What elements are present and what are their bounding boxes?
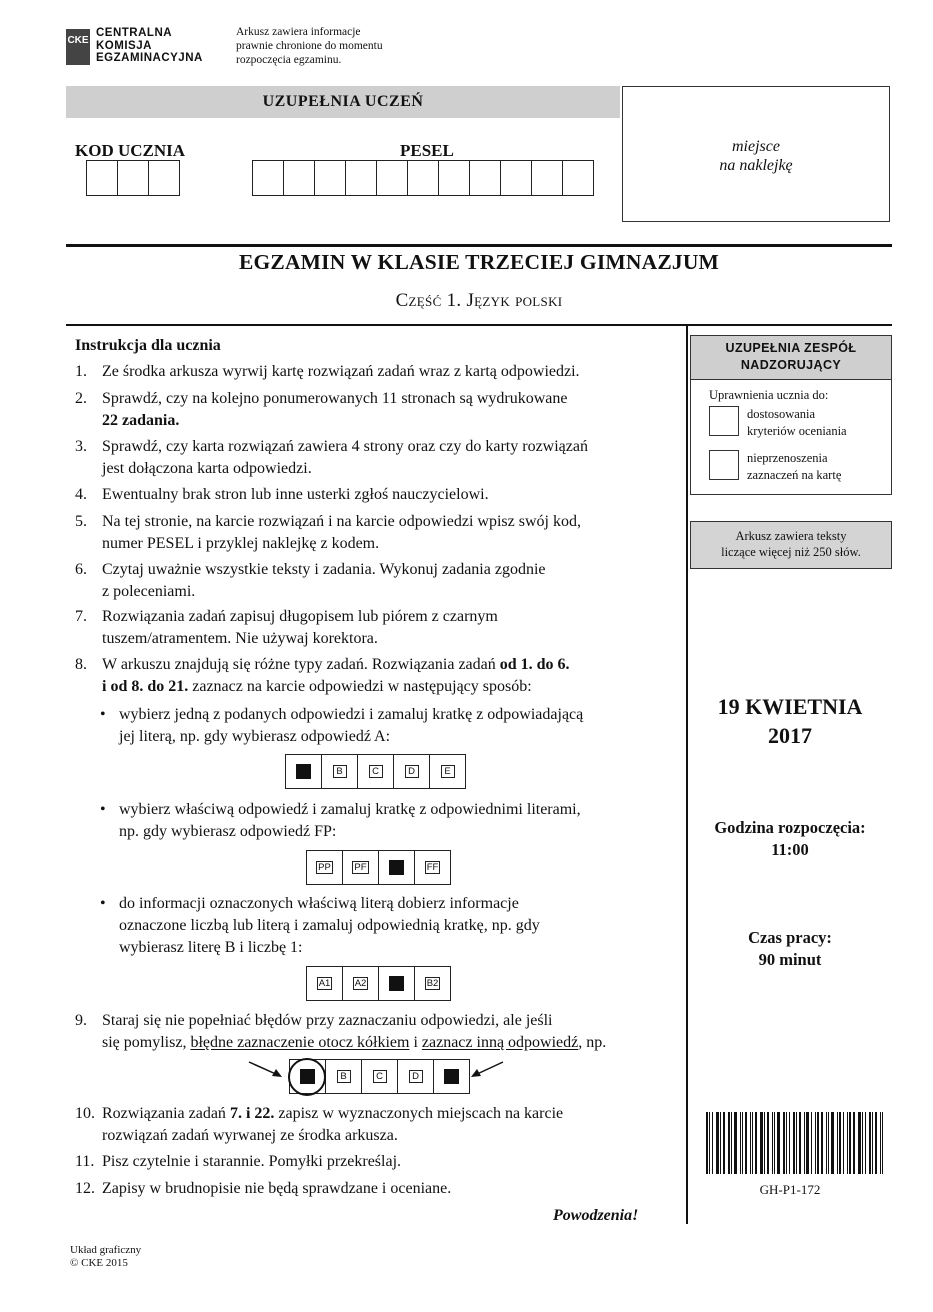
student-code-cell[interactable] (117, 160, 149, 196)
item-text-bold: i od 8. do 21. (102, 678, 189, 695)
filled-square-icon (296, 764, 311, 779)
item-text-bold: 7. i 22. (229, 1105, 275, 1122)
bullet-line: np. gdy wybierasz odpowiedź FP: (119, 823, 337, 840)
barcode-bar (786, 1112, 787, 1174)
barcode-bar (821, 1112, 823, 1174)
example-box-filled (285, 754, 322, 789)
student-code-field[interactable] (87, 160, 180, 196)
item-line: Zapisy w brudnopisie nie będą sprawdzane i oceniane. (102, 1180, 452, 1197)
start-time-label: Godzina rozpoczęcia: (714, 818, 866, 837)
item-text: i (409, 1034, 422, 1051)
item-line: Rozwiązania zadań zapisuj długopisem lub piórem z czarnym (102, 608, 498, 625)
item-number: 1. (75, 363, 87, 380)
criteria-adjustment-checkbox[interactable] (709, 406, 739, 436)
item-line: numer PESEL i przyklej naklejkę z kodem. (102, 535, 380, 552)
filled-square-icon (444, 1069, 459, 1084)
barcode-bar (817, 1112, 819, 1174)
item-line: tuszem/atramentem. Nie używaj korektora. (102, 630, 378, 647)
item-line: Ewentualny brak stron lub inne usterki zgłoś nauczycielowi. (102, 486, 489, 503)
item-text-underlined: błędne zaznaczenie otocz kółkiem (190, 1034, 410, 1051)
option-line: dostosowania (747, 407, 816, 421)
example-box (321, 754, 358, 789)
item-number: 2. (75, 390, 87, 407)
example-box (306, 966, 343, 1001)
item-line: Ze środka arkusza wyrwij kartę rozwiązań zadań wraz z kartą odpowiedzi. (102, 363, 580, 380)
example-letter: PF (354, 862, 367, 873)
barcode-bar (755, 1112, 757, 1174)
sticker-line: miejsce (732, 138, 780, 155)
barcode-bar (742, 1112, 743, 1174)
barcode-bar (882, 1112, 883, 1174)
item-number: 8. (75, 656, 87, 673)
cke-logo-name (96, 27, 203, 65)
barcode-bar (839, 1112, 841, 1174)
barcode-bar (880, 1112, 881, 1174)
supervisors-heading (691, 336, 891, 380)
example-letter: B2 (426, 978, 439, 989)
arrow-right-icon (248, 1060, 284, 1080)
item-text: Rozwiązania zadań (102, 1105, 230, 1122)
barcode-bar (826, 1112, 827, 1174)
pesel-cell[interactable] (345, 160, 377, 196)
barcode-bar (752, 1112, 753, 1174)
example-single-choice (286, 754, 466, 789)
example-box (397, 1059, 434, 1094)
pesel-cell[interactable] (283, 160, 315, 196)
cke-logo (66, 27, 218, 69)
item-line: jest dołączona karta odpowiedzi. (102, 460, 312, 477)
example-box (325, 1059, 362, 1094)
student-code-cell[interactable] (86, 160, 118, 196)
item-number: 9. (75, 1012, 87, 1029)
barcode-bar (837, 1112, 838, 1174)
item-line: Sprawdź, czy karta rozwiązań zawiera 4 strony oraz czy do karty rozwiązań (102, 438, 588, 455)
item-line: Na tej stronie, na karcie rozwiązań i na karcie odpowiedzi wpisz swój kod, (102, 513, 581, 530)
item-number: 7. (75, 608, 87, 625)
example-box (306, 850, 343, 885)
barcode-bar (750, 1112, 751, 1174)
barcode-bar (774, 1112, 775, 1174)
exam-subtitle: Część 1. Język polski (395, 290, 563, 311)
item-line: Pisz czytelnie i starannie. Pomyłki przekreślaj. (102, 1153, 402, 1170)
pesel-cell[interactable] (500, 160, 532, 196)
pesel-cell[interactable] (469, 160, 501, 196)
supervisors-box (690, 335, 892, 495)
arrow-left-icon (469, 1060, 505, 1080)
barcode-bar (734, 1112, 737, 1174)
footer-line: © CKE 2015 (70, 1257, 128, 1269)
barcode-bar (777, 1112, 780, 1174)
example-letter: A1 (318, 978, 331, 989)
example-box (393, 754, 430, 789)
barcode-bar (849, 1112, 851, 1174)
example-letter: D (409, 1070, 423, 1083)
example-letter: C (369, 765, 383, 778)
divider (66, 244, 892, 247)
footer (70, 1244, 141, 1270)
barcode-bar (720, 1112, 721, 1174)
barcode-bar (799, 1112, 801, 1174)
student-section-bar (66, 86, 620, 118)
barcode-bar (828, 1112, 829, 1174)
example-letter: D (405, 765, 419, 778)
barcode-bar (728, 1112, 730, 1174)
item-text-underlined: zaznacz inną odpowiedź (421, 1034, 579, 1051)
no-transfer-checkbox[interactable] (709, 450, 739, 480)
barcode-bar (731, 1112, 732, 1174)
barcode-bar (796, 1112, 797, 1174)
example-letter: E (441, 765, 455, 778)
sticker-line: na naklejkę (719, 157, 793, 174)
barcode-bar (831, 1112, 834, 1174)
sticker-text (623, 137, 889, 175)
barcode-bar (843, 1112, 844, 1174)
item-text: , np. (578, 1034, 607, 1051)
example-letter: B (333, 765, 347, 778)
barcode-bar (789, 1112, 790, 1174)
divider (66, 324, 892, 326)
duration (690, 927, 890, 971)
example-matching (307, 966, 451, 1001)
barcode-bar (806, 1112, 809, 1174)
exam-date (690, 692, 890, 750)
item-line: Staraj się nie popełniać błędów przy zaznaczaniu odpowiedzi, ale jeśli (102, 1012, 553, 1029)
example-box (414, 850, 451, 885)
notice-line: Arkusz zawiera informacje (236, 26, 361, 38)
barcode-bar (862, 1112, 863, 1174)
item-line: Czytaj uważnie wszystkie teksty i zadania. Wykonuj zadania zgodnie (102, 561, 546, 578)
filled-square-icon (389, 860, 404, 875)
example-box (429, 754, 466, 789)
barcode-bar (847, 1112, 848, 1174)
student-code-label: KOD UCZNIA (75, 141, 186, 160)
long-texts-line: Arkusz zawiera teksty (735, 529, 847, 543)
barcode-bar (858, 1112, 861, 1174)
sticker-area (622, 86, 890, 222)
barcode-bar (716, 1112, 719, 1174)
example-box-filled (433, 1059, 470, 1094)
example-box (414, 966, 451, 1001)
cke-logo-mark: CKE (66, 29, 90, 65)
duration-value: 90 minut (758, 950, 822, 969)
bullet-line: jej literą, np. gdy wybierasz odpowiedź A: (119, 728, 391, 745)
example-letter: A2 (354, 978, 367, 989)
example-correction (290, 1059, 470, 1094)
pesel-cell[interactable] (562, 160, 594, 196)
example-box (342, 966, 379, 1001)
example-box (357, 754, 394, 789)
logo-line: EGZAMINACYJNA (96, 52, 203, 64)
bullet-icon: • (100, 706, 106, 723)
bullet-icon: • (100, 801, 106, 818)
barcode-bar (853, 1112, 855, 1174)
pesel-cell[interactable] (531, 160, 563, 196)
barcode-bar (767, 1112, 769, 1174)
pesel-cell[interactable] (376, 160, 408, 196)
example-box-filled (378, 966, 415, 1001)
item-line: rozwiązań zadań wyrwanej ze środka arkusza. (102, 1127, 398, 1144)
option-line: zaznaczeń na kartę (747, 468, 842, 482)
example-letter: PP (318, 862, 331, 873)
item-text: się pomylisz, (102, 1034, 191, 1051)
item-number: 10. (75, 1105, 95, 1122)
barcode-bar (709, 1112, 710, 1174)
example-box-filled (378, 850, 415, 885)
bullet-line: wybierz jedną z podanych odpowiedzi i zamaluj kratkę z odpowiadającą (119, 706, 584, 723)
barcode-bar (723, 1112, 725, 1174)
no-transfer-label (747, 450, 841, 484)
logo-line: CENTRALNA (96, 27, 173, 39)
pesel-cell[interactable] (252, 160, 284, 196)
item-line: Sprawdź, czy na kolejno ponumerowanych 11 stronach są wydrukowane (102, 390, 568, 407)
example-true-false (307, 850, 451, 885)
item-text: zaznacz na karcie odpowiedzi w następujący sposób: (188, 678, 532, 695)
sheet-code: GH-P1-172 (759, 1182, 821, 1197)
item-number: 4. (75, 486, 87, 503)
exam-date-line: 2017 (768, 723, 812, 748)
bullet-line: wybierz właściwą odpowiedź i zamaluj kratkę z odpowiednimi literami, (119, 801, 581, 818)
example-box-filled (289, 1059, 326, 1094)
bullet-line: oznaczone liczbą lub literą i zamaluj odpowiednią kratkę, np. gdy (119, 917, 540, 934)
item-number: 6. (75, 561, 87, 578)
barcode (706, 1112, 884, 1174)
barcode-bar (865, 1112, 866, 1174)
barcode-bar (804, 1112, 805, 1174)
example-letter: FF (426, 862, 439, 873)
bullet-line: do informacji oznaczonych właściwą literą dobierz informacje (119, 895, 519, 912)
exam-date-line: 19 KWIETNIA (717, 694, 863, 719)
barcode-bar (764, 1112, 765, 1174)
long-texts-notice (690, 521, 892, 569)
supervisors-heading-line: NADZORUJĄCY (740, 358, 842, 372)
item-number: 12. (75, 1180, 95, 1197)
item-number: 3. (75, 438, 87, 455)
item-text: W arkuszu znajdują się różne typy zadań. Rozwiązania zadań (102, 656, 500, 673)
barcode-bar (793, 1112, 795, 1174)
barcode-bar (772, 1112, 773, 1174)
pesel-cell[interactable] (407, 160, 439, 196)
example-letter: C (373, 1070, 387, 1083)
barcode-bar (811, 1112, 812, 1174)
long-texts-line: liczące więcej niż 250 słów. (721, 545, 861, 559)
student-code-cell[interactable] (148, 160, 180, 196)
logo-line: KOMISJA (96, 39, 152, 52)
barcode-bar (783, 1112, 785, 1174)
notice-line: prawnie chronione do momentu (236, 40, 383, 52)
good-luck-text: Powodzenia! (553, 1207, 639, 1224)
barcode-bar (712, 1112, 713, 1174)
barcode-bar (706, 1112, 708, 1174)
barcode-bar (740, 1112, 741, 1174)
pesel-cell[interactable] (314, 160, 346, 196)
criteria-adjustment-label (747, 406, 847, 440)
barcode-bar (815, 1112, 816, 1174)
pesel-cell[interactable] (438, 160, 470, 196)
example-box (342, 850, 379, 885)
duration-label: Czas pracy: (748, 928, 832, 947)
barcode-bar (869, 1112, 871, 1174)
item-text: zapisz w wyznaczonych miejscach na karcie (274, 1105, 564, 1122)
pesel-label: PESEL (400, 141, 454, 160)
example-letter: B (337, 1070, 351, 1083)
pesel-field[interactable] (253, 160, 594, 196)
item-number: 5. (75, 513, 87, 530)
barcode-bar (875, 1112, 877, 1174)
option-line: kryteriów oceniania (747, 424, 847, 438)
footer-line: Układ graficzny (70, 1244, 142, 1256)
option-line: nieprzenoszenia (747, 451, 828, 465)
start-time (690, 817, 890, 861)
instructions-heading: Instrukcja dla ucznia (75, 337, 221, 354)
bullet-line: wybierasz literę B i liczbę 1: (119, 939, 303, 956)
item-number: 11. (75, 1153, 95, 1170)
barcode-bar (872, 1112, 873, 1174)
exam-title: EGZAMIN W KLASIE TRZECIEJ GIMNAZJUM (238, 250, 720, 274)
barcode-bar (745, 1112, 747, 1174)
correction-circle-icon (288, 1058, 326, 1096)
bullet-icon: • (100, 895, 106, 912)
item-line: 22 zadania. (102, 412, 180, 429)
item-text-bold: od 1. do 6. (499, 656, 570, 673)
barcode-bar (760, 1112, 763, 1174)
supervisors-heading-line: UZUPEŁNIA ZESPÓŁ (725, 341, 857, 355)
item-line: z poleceniami. (102, 583, 196, 600)
notice-line: rozpoczęcia egzaminu. (236, 54, 342, 66)
filled-square-icon (389, 976, 404, 991)
student-section-label: UZUPEŁNIA UCZEŃ (262, 93, 424, 110)
start-time-value: 11:00 (771, 840, 809, 859)
example-box (361, 1059, 398, 1094)
permissions-label: Uprawnienia ucznia do: (709, 388, 829, 402)
confidentiality-notice (236, 25, 416, 67)
